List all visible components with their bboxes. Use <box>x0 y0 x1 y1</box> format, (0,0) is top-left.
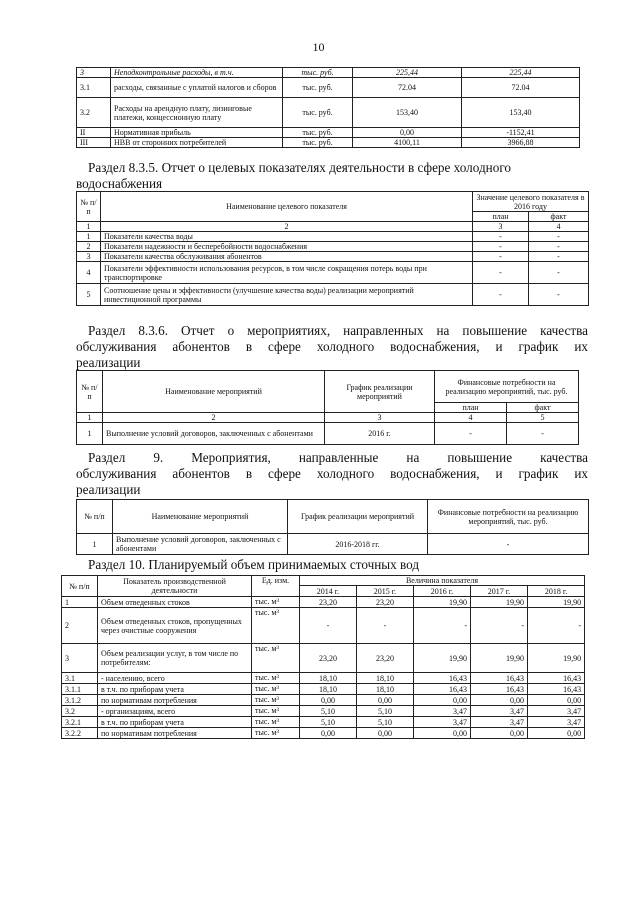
col-value: Величина показателя <box>300 576 585 586</box>
table-8-3-6 <box>76 370 578 445</box>
row-num: 3.2.2 <box>62 728 98 739</box>
heading-8-3-6-line3: реализации <box>76 355 141 370</box>
table-row <box>77 284 589 306</box>
row-value: 72.04 <box>462 78 580 98</box>
row-num: 1 <box>77 232 101 242</box>
row-value: 19,90 <box>471 597 528 608</box>
table-row <box>77 68 580 78</box>
idx-cell: 4 <box>435 413 507 423</box>
row-value: 19,90 <box>471 644 528 673</box>
row-name: Расходы на арендную плату, лизинговые платежи, концессионную плату <box>111 98 283 128</box>
table-row <box>62 608 585 644</box>
col-name: Показатель производственной деятельности <box>98 576 252 597</box>
row-name: Показатели надежности и бесперебойности водоснабжения <box>101 242 473 252</box>
heading-8-3-5 <box>76 160 581 192</box>
row-num: 3.2 <box>77 98 111 128</box>
row-name: Соотношение цены и эффективности (улучшение качества воды) реализации мероприятий инвестиционной программы <box>101 284 473 306</box>
row-value: 23,20 <box>300 597 357 608</box>
heading-8-3-5-line2: водоснабжения <box>76 176 163 191</box>
col-num: № п/п <box>62 576 98 597</box>
row-value: 19,90 <box>528 597 585 608</box>
row-value: 3,47 <box>471 706 528 717</box>
row-fact: - <box>529 252 589 262</box>
heading-8-3-6-line2: обслуживания абонентов в сфере холодного водоснабжения, и график их <box>76 339 588 354</box>
row-value: 153,40 <box>462 98 580 128</box>
row-fact: - <box>529 242 589 252</box>
row-value: 0,00 <box>300 695 357 706</box>
row-name: НВВ от сторонних потребителей <box>111 138 283 148</box>
col-plan: план <box>473 212 529 222</box>
idx-cell: 1 <box>77 222 101 232</box>
row-num: 4 <box>77 262 101 284</box>
row-value: 5,10 <box>300 706 357 717</box>
table-10 <box>61 575 584 739</box>
row-value: 0,00 <box>528 695 585 706</box>
row-value: 3,47 <box>528 706 585 717</box>
row-value: 16,43 <box>471 684 528 695</box>
row-value: 0,00 <box>357 728 414 739</box>
col-year: 2016 г. <box>414 586 471 597</box>
row-num: 3.1.2 <box>62 695 98 706</box>
table-row <box>77 128 580 138</box>
col-schedule: График реализации мероприятий <box>288 500 428 534</box>
row-value: 0,00 <box>471 695 528 706</box>
row-num: 3 <box>77 252 101 262</box>
row-num: 3.1.1 <box>62 684 98 695</box>
table-row <box>77 232 589 242</box>
row-value: 19,90 <box>414 644 471 673</box>
row-unit: тыс. м³ <box>252 644 300 673</box>
row-value: 5,10 <box>300 717 357 728</box>
row-num: 2 <box>77 242 101 252</box>
table-row <box>62 706 585 717</box>
row-value: -1152,41 <box>462 128 580 138</box>
table-row <box>77 262 589 284</box>
table-row <box>77 423 579 445</box>
row-num: 2 <box>62 608 98 644</box>
row-unit: тыс. м³ <box>252 706 300 717</box>
row-value: 18,10 <box>357 673 414 684</box>
row-unit: тыс. руб. <box>283 138 353 148</box>
row-unit: тыс. м³ <box>252 695 300 706</box>
row-num: 5 <box>77 284 101 306</box>
col-year: 2015 г. <box>357 586 414 597</box>
table-row <box>77 534 589 555</box>
row-value: 3,47 <box>414 706 471 717</box>
row-name: Показатели качества воды <box>101 232 473 242</box>
row-num: 3.1 <box>77 78 111 98</box>
col-year: 2014 г. <box>300 586 357 597</box>
table-row <box>77 138 580 148</box>
row-unit: тыс. руб. <box>283 78 353 98</box>
row-unit: тыс. м³ <box>252 608 300 644</box>
col-num: № п/п <box>77 500 113 534</box>
row-value: 153,40 <box>353 98 462 128</box>
row-num: 3 <box>62 644 98 673</box>
table-row <box>77 98 580 128</box>
table-row <box>62 673 585 684</box>
idx-cell: 2 <box>103 413 325 423</box>
row-name: в т.ч. по приборам учета <box>98 717 252 728</box>
col-fact: факт <box>529 212 589 222</box>
idx-cell: 5 <box>507 413 579 423</box>
row-value: 16,43 <box>414 673 471 684</box>
col-name: Наименование мероприятий <box>113 500 288 534</box>
table-top <box>76 67 579 148</box>
row-value: 0,00 <box>353 128 462 138</box>
heading-9 <box>76 450 588 498</box>
row-num: III <box>77 138 111 148</box>
row-value: 19,90 <box>414 597 471 608</box>
table-row <box>62 728 585 739</box>
row-name: Показатели качества обслуживания абонентов <box>101 252 473 262</box>
row-plan: - <box>473 284 529 306</box>
row-value: 225,44 <box>462 68 580 78</box>
row-value: 16,43 <box>414 684 471 695</box>
row-name: Выполнение условий договоров, заключенных с абонентами <box>103 423 325 445</box>
row-value: 23,20 <box>300 644 357 673</box>
row-plan: - <box>473 262 529 284</box>
row-value: 5,10 <box>357 706 414 717</box>
col-finance: Финансовые потребности на реализацию мероприятий, тыс. руб. <box>428 500 589 534</box>
row-value: 3,47 <box>528 717 585 728</box>
row-value: 0,00 <box>414 728 471 739</box>
row-name: Неподконтрольные расходы, в т.ч. <box>111 68 283 78</box>
row-name: по нормативам потребления <box>98 695 252 706</box>
table-row <box>77 78 580 98</box>
col-year: 2018 г. <box>528 586 585 597</box>
col-fact: факт <box>507 403 579 413</box>
table-row <box>62 644 585 673</box>
table-row <box>62 597 585 608</box>
row-num: 3 <box>77 68 111 78</box>
row-finance: - <box>428 534 589 555</box>
row-value: 3,47 <box>471 717 528 728</box>
row-value: 16,43 <box>528 673 585 684</box>
table-row <box>62 684 585 695</box>
table-row <box>62 717 585 728</box>
row-num: 1 <box>77 423 103 445</box>
heading-9-line2: обслуживания абонентов в сфере холодного водоснабжения, и график их <box>76 466 588 481</box>
row-name: Показатели эффективности использования ресурсов, в том числе сокращения потерь воды при транспортировке <box>101 262 473 284</box>
row-num: 3.1 <box>62 673 98 684</box>
row-value: 16,43 <box>471 673 528 684</box>
row-value: 18,10 <box>357 684 414 695</box>
row-fact: - <box>507 423 579 445</box>
idx-cell: 1 <box>77 413 103 423</box>
table-row <box>77 252 589 262</box>
row-unit: тыс. м³ <box>252 717 300 728</box>
row-value: 72.04 <box>353 78 462 98</box>
heading-8-3-6-line1: Раздел 8.3.6. Отчет о мероприятиях, направленных на повышение качества <box>88 323 588 338</box>
row-num: 3.2 <box>62 706 98 717</box>
row-value: 225,44 <box>353 68 462 78</box>
row-value: 0,00 <box>357 695 414 706</box>
row-num: II <box>77 128 111 138</box>
row-num: 1 <box>62 597 98 608</box>
idx-cell: 2 <box>101 222 473 232</box>
row-name: по нормативам потребления <box>98 728 252 739</box>
row-unit: тыс. м³ <box>252 684 300 695</box>
row-value: 18,10 <box>300 673 357 684</box>
table-9 <box>76 499 588 555</box>
row-name: Нормативная прибыль <box>111 128 283 138</box>
col-name: Наименование мероприятий <box>103 371 325 413</box>
row-plan: - <box>473 252 529 262</box>
row-unit: тыс. м³ <box>252 673 300 684</box>
row-schedule: 2016 г. <box>325 423 435 445</box>
row-name: Объем отведенных стоков <box>98 597 252 608</box>
row-value: 23,20 <box>357 597 414 608</box>
row-unit: тыс. м³ <box>252 597 300 608</box>
row-value: 19,90 <box>528 644 585 673</box>
row-value: 0,00 <box>528 728 585 739</box>
row-value: 3,47 <box>414 717 471 728</box>
row-unit: тыс. руб. <box>283 98 353 128</box>
row-schedule: 2016-2018 гг. <box>288 534 428 555</box>
heading-9-line3: реализации <box>76 482 141 497</box>
row-value: - <box>528 608 585 644</box>
row-name: - организациям, всего <box>98 706 252 717</box>
table-8-3-5 <box>76 191 588 306</box>
row-name: - населению, всего <box>98 673 252 684</box>
row-unit: тыс. м³ <box>252 728 300 739</box>
col-finance: Финансовые потребности на реализацию мероприятий, тыс. руб. <box>435 371 579 403</box>
heading-8-3-6 <box>76 323 588 371</box>
row-value: 16,43 <box>528 684 585 695</box>
row-unit: тыс. руб. <box>283 68 353 78</box>
col-unit: Ед. изм. <box>252 576 300 597</box>
row-name: расходы, связанные с уплатой налогов и сборов <box>111 78 283 98</box>
row-name: Выполнение условий договоров, заключенных с абонентами <box>113 534 288 555</box>
table-row <box>62 695 585 706</box>
idx-cell: 3 <box>473 222 529 232</box>
col-year: 2017 г. <box>471 586 528 597</box>
row-num: 3.2.1 <box>62 717 98 728</box>
row-fact: - <box>529 232 589 242</box>
row-name: Объем отведенных стоков, пропущенных через очистные сооружения <box>98 608 252 644</box>
col-schedule: График реализации мероприятий <box>325 371 435 413</box>
col-value: Значение целевого показателя в 2016 году <box>473 192 589 212</box>
row-value: 5,10 <box>357 717 414 728</box>
col-num: № п/п <box>77 192 101 222</box>
heading-9-line1: Раздел 9. Мероприятия, направленные на повышение качества <box>88 450 588 465</box>
table-row <box>77 242 589 252</box>
row-name: Объем реализации услуг, в том числе по потребителям: <box>98 644 252 673</box>
row-value: 23,20 <box>357 644 414 673</box>
row-value: 0,00 <box>471 728 528 739</box>
row-value: - <box>357 608 414 644</box>
row-fact: - <box>529 262 589 284</box>
col-num: № п/п <box>77 371 103 413</box>
col-name: Наименование целевого показателя <box>101 192 473 222</box>
heading-8-3-5-line1: Раздел 8.3.5. Отчет о целевых показателях деятельности в сфере холодного <box>88 160 512 175</box>
row-fact: - <box>529 284 589 306</box>
row-plan: - <box>435 423 507 445</box>
idx-cell: 4 <box>529 222 589 232</box>
row-value: - <box>414 608 471 644</box>
heading-10: Раздел 10. Планируемый объем принимаемых сточных вод <box>88 557 420 572</box>
row-plan: - <box>473 242 529 252</box>
row-unit: тыс. руб. <box>283 128 353 138</box>
row-value: - <box>471 608 528 644</box>
row-value: 0,00 <box>300 728 357 739</box>
col-plan: план <box>435 403 507 413</box>
row-plan: - <box>473 232 529 242</box>
row-value: - <box>300 608 357 644</box>
row-name: в т.ч. по приборам учета <box>98 684 252 695</box>
row-value: 3966,88 <box>462 138 580 148</box>
idx-cell: 3 <box>325 413 435 423</box>
page-number: 10 <box>312 40 325 54</box>
row-num: 1 <box>77 534 113 555</box>
row-value: 18,10 <box>300 684 357 695</box>
row-value: 0,00 <box>414 695 471 706</box>
row-value: 4100,11 <box>353 138 462 148</box>
